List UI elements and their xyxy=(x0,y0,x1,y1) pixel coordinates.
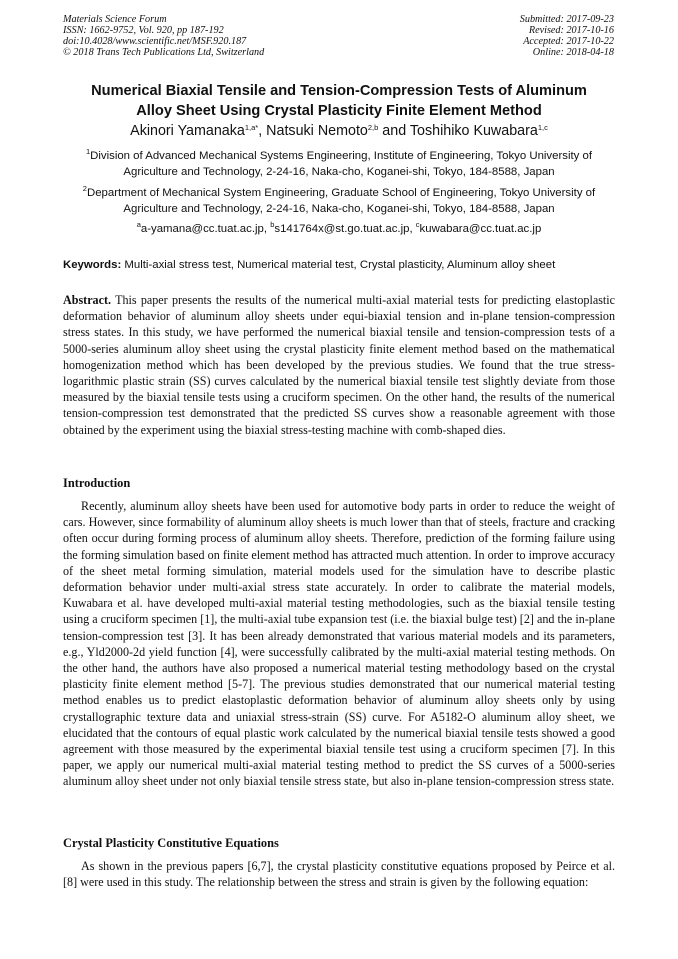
email-sup: a xyxy=(136,220,141,229)
journal-name: Materials Science Forum xyxy=(63,14,167,25)
submitted-date: Submitted: 2017-09-23 xyxy=(519,14,614,25)
copyright-info: © 2018 Trans Tech Publications Ltd, Switzerland xyxy=(63,46,265,58)
keywords-line xyxy=(63,258,615,273)
journal-info xyxy=(63,15,264,59)
affiliation-text: Division of Advanced Mechanical Systems Engineering, Institute of Engineering, Tokyo University of Agriculture and Technology, 2-24-16, Naka-cho, Koganei-shi, Tokyo, 184-8588, Japan xyxy=(90,150,593,178)
email-link[interactable]: a-yamana@cc.tuat.ac.jp xyxy=(140,223,264,235)
email-sup: c xyxy=(415,220,420,229)
affiliation-text: Department of Mechanical System Engineering, Graduate School of Engineering, Tokyo University of Agriculture and Technology, 2-24-16, Naka-cho, Koganei-shi, Tokyo, 184-8588, Japan xyxy=(86,187,596,215)
author-name: Natsuki Nemoto xyxy=(266,123,368,139)
author-sup: 1,a* xyxy=(244,123,259,132)
affiliation-1 xyxy=(63,149,615,180)
title-line-2: Alloy Sheet Using Crystal Plasticity Finite Element Method xyxy=(136,102,542,119)
title-line-1: Numerical Biaxial Tensile and Tension-Compression Tests of Aluminum xyxy=(91,83,587,99)
introduction-heading: Introduction xyxy=(63,476,131,490)
doi-info[interactable]: doi:10.4028/www.scientific.net/MSF.920.187 xyxy=(63,35,247,47)
email-list: $^a$a-yamana@cc.tuat.ac.jp, $^b$s141764x@st.go.tuat.ac.jp, $^c$kuwabara@cc.tuat.ac.jp xyxy=(136,220,542,235)
email-link[interactable]: s141764x@st.go.tuat.ac.jp xyxy=(274,223,410,235)
affiliation-sup: 2 xyxy=(82,184,87,193)
author-name: Akinori Yamanaka xyxy=(130,123,245,139)
revised-date: Revised: 2017-10-16 xyxy=(528,24,614,36)
keywords-label: Keywords: xyxy=(63,259,122,271)
email-link[interactable]: kuwabara@cc.tuat.ac.jp xyxy=(419,223,542,235)
submission-dates xyxy=(520,15,614,59)
issn-info: ISSN: 1662-9752, Vol. 920, pp 187-192 xyxy=(63,24,224,36)
accepted-date: Accepted: 2017-10-22 xyxy=(523,35,614,47)
paper-title xyxy=(50,82,628,121)
author-sup: 2,b xyxy=(367,123,379,132)
online-date: Online: 2018-04-18 xyxy=(532,46,614,58)
abstract-text: This paper presents the results of the numerical multi-axial material tests for predicting elastoplastic deformation behavior of aluminum alloy sheets under equi-biaxial tension and in-plane tension-compression stress states. In this study, we have performed the numerical biaxial tensile and tension-compression tests of a 5000-series aluminum alloy sheet using the crystal plasticity finite element method based on the mathematical homogenization method which has been developed by the previous studies. We found that the true stress-logarithmic plastic strain (SS) curves calculated by the numerical biaxial tensile test slightly deviate from those measured by the biaxial tensile tests using a cruciform specimen. On the other hand, the results of the numerical tension-compression test demonstrated that the predicted SS curves show a reasonable agreement with those obtained by the experiment using the biaxial stress-testing machine with comb-shaped dies. xyxy=(63,293,616,437)
abstract-paragraph xyxy=(63,292,615,438)
introduction-paragraph: Recently, aluminum alloy sheets have been used for automotive body parts in order to reduce the weight of cars. However, since formability of aluminum alloy sheets is much lower than that of steels, fracture and cracking often occur during forming process of aluminum alloy sheets. Therefore, prediction of the forming failure using the forming simulation based on finite element method has attracted much attention. In order to improve accuracy of the sheet metal forming simulation, material models used for the simulation have to describe plastic deformation behavior under multi-axial stress state accurately. In order to calibrate the material models, Kuwabara et al. have developed multi-axial material testing methodologies, such as the biaxial tensile testing using a cruciform specimen [1], the multi-axial tube expansion test (i.e. the biaxial bulge test) [2] and the in-plane tension-compression test [3]. It has been already demonstrated that various material models and its parameters, e.g., Yld2000-2d yield function [4], were successfully calibrated by the multi-axial material testing methods. On the other hand, the authors have also proposed a numerical material testing methodology based on the crystal plasticity finite element method [5-7]. The previous studies demonstrated that our numerical material testing method enables us to predict elastoplastic deformation behavior of aluminum alloy sheets only by using crystallographic texture data and uniaxial stress-strain (SS) curve. For A5182-O aluminum alloy sheet, we elucidated that the contours of equal plastic work calculated by the numerical biaxial tensile tests showed a good agreement with those measured by the experimental biaxial tensile test using a cruciform specimen [7]. In this paper, we apply our numerical multi-axial material testing method to predict the SS curves of a 5000-series aluminum alloy sheet under not only biaxial tensile stress state, but also in-plane tension-compression stress state. xyxy=(63,499,615,789)
affiliation-sup: 1 xyxy=(85,147,91,156)
keywords-text: Multi-axial stress test, Numerical material test, Crystal plasticity, Aluminum alloy sheet xyxy=(124,259,556,271)
affiliation-2 xyxy=(63,186,615,217)
author-list: Akinori Yamanaka$^{1,a*}$, Natsuki Nemoto$^{2,b}$ and Toshihiko Kuwabara$^{1,c}$ xyxy=(130,123,548,139)
author-sup: 1,c xyxy=(537,123,548,132)
abstract-label: Abstract. xyxy=(63,293,112,307)
author-name: Toshihiko Kuwabara xyxy=(409,123,538,139)
crystal-plasticity-paragraph: As shown in the previous papers [6,7], the crystal plasticity constitutive equations proposed by Peirce et al. [8] were used in this study. The relationship between the stress and strain is given by the following equation: xyxy=(63,859,615,890)
crystal-plasticity-heading: Crystal Plasticity Constitutive Equations xyxy=(63,836,279,850)
email-sup: b xyxy=(270,220,275,229)
